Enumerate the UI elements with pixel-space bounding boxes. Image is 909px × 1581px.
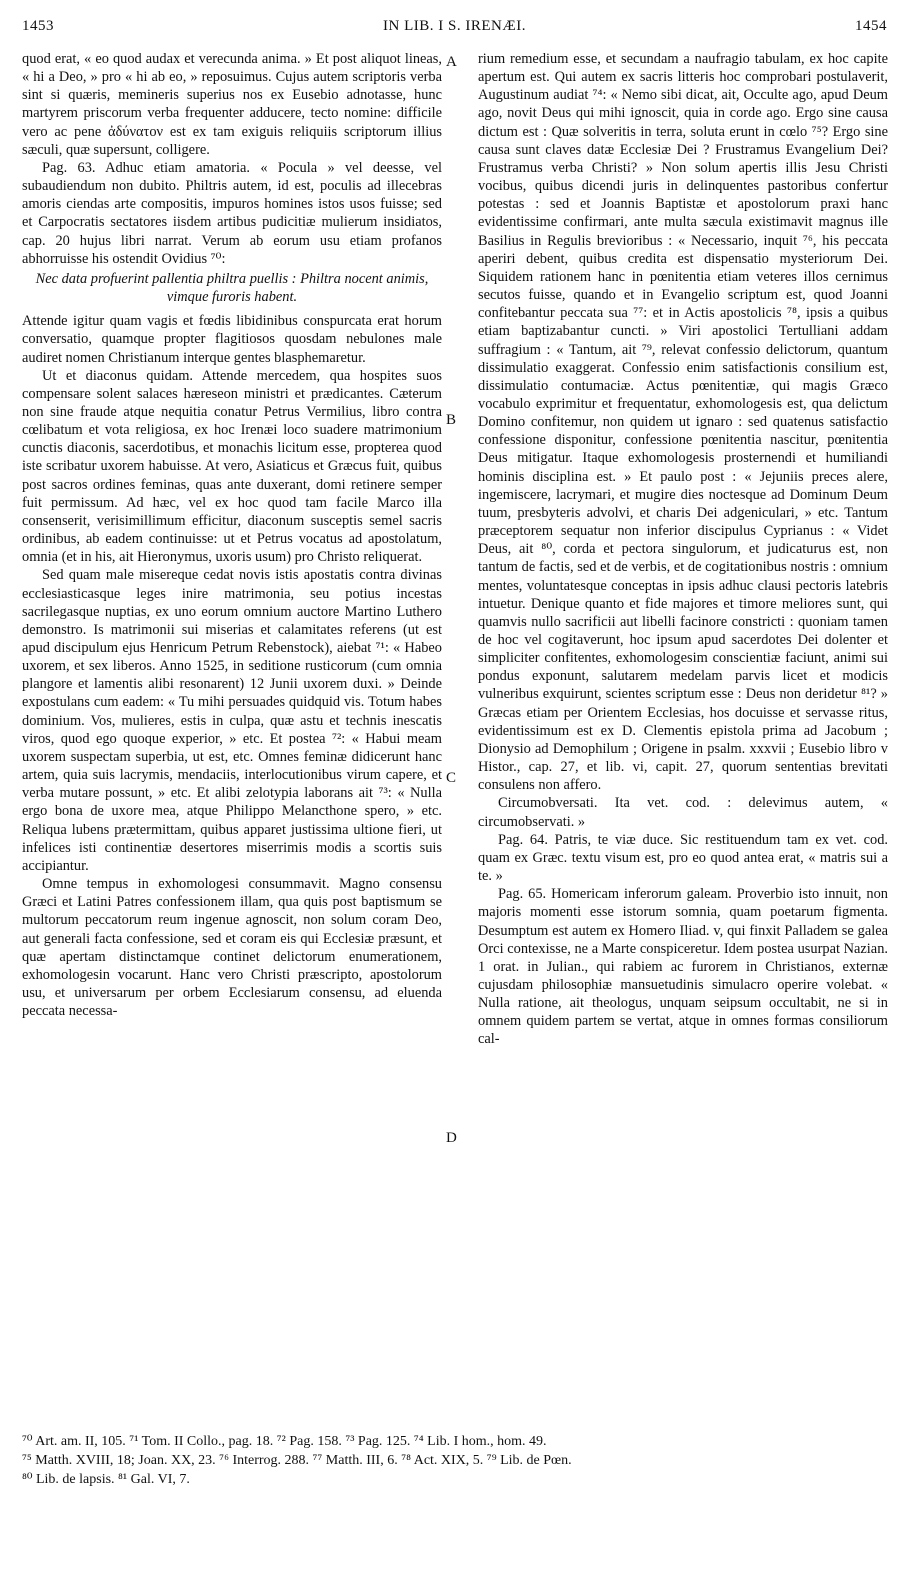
paragraph: Sed quam male misereque cedat novis istis apostatis contra divinas ecclesiasticasque leges inire matrimonia, seu potius incestas sacrilegasque nuptias, ex uno eorum omnium auctore Martino Luthero demonstro. Is matrimonii sui miserias et calamitates referens (ut est apud discipulum ejus Henricum Petrum Rebenstock), aiebat ⁷¹: « Habeo uxorem, et sex liberos. Anno 1525, in seditione rusticorum (cum omnia plangore et lamentis alibi resonarent) 12 Junii uxorem duxi. » Deinde expostulans cum eadem: « Tu mihi persuades quidquid vis. Totum habes dominium. Vos, mulieres, estis in culpa, quæ astu et technis inescatis viros, quod ego quoque experior, » etc. Et postea ⁷²: « Habui meam uxorem suspectam superbia, ut est, etc. Omnes feminæ didicerunt hanc artem, quia suis lacrymis, mendaciis, interlocutionibus virum capere, et verba mutare possunt, » etc. Et alibi zelotypia laborans ait ⁷³: « Nulla ergo bona de uxore mea, atque Philippo Melancthone spero, » etc. Reliqua lubens prætermittam, quibus apparet justissima ultione fieri, ut infelices isti continentiæ desertores miserrimis modis a scortis suis accipiantur. [22,567,442,874]
paragraph: Pag. 63. Adhuc etiam amatoria. « Pocula » vel deesse, vel subaudiendum non dubito. Philtris autem, id est, poculis ad illecebras amoris ciendas arte compositis, impuros homines istos usos fuisse; sed et Carpocratis sectatores iisdem artibus pudicitiæ mulierum insidiatos, cap. 20 hujus libri narrat. Verum ab eorum usu etiam profanos abhorruisse his ostendit Ovidius ⁷⁰: [22,159,442,267]
right-page-number: 1454 [855,18,887,34]
margin-letter-b: B [446,412,457,428]
footnote-line: ⁷⁰ Art. am. II, 105. ⁷¹ Tom. II Collo., pag. 18. ⁷² Pag. 158. ⁷³ Pag. 125. ⁷⁴ Lib. I hom., hom. 49. [22,1434,547,1449]
paragraph: quod erat, « eo quod audax et verecunda anima. » Et post aliquot lineas, « hi a Deo, » pro « hi ab eo, » reposuimus. Cujus autem scriptoris verba sint si quæris, memineris superius nos ex Eusebio adnotasse, hunc martyrem priscorum verba frequenter adducere, tecto nomine: difficile vero ac pene ἀδύνατον est ex tam exiguis reliquiis scriptorum illius sæculi, quæ supersunt, colligere. [22,51,442,158]
paragraph: Ut et diaconus quidam. Attende mercedem, qua hospites suos compensare solent salaces hæreseon ministri et prædicantes. Cæterum non sine fraude atque nequitia conatur Petrus Vermilius, libro contra cœlibatum et vota religiosa, ex hoc Irenæi loco suadere matrimonium cunctis diaconis, sacerdotibus, et monachis licitum esse, propterea quod iste scribatur uxorem habuisse. At vero, Asiaticus et Græcus fuit, quibus post sacros ordines feminas, quas ante duxerant, domi retinere semper fuit permissum. Ad hæc, vel ex hoc quod tam facile Marco illa consenserit, verisimillimum efficitur, diaconum susceptis semel sacris ordinibus, ab eadem continuisse: ut et Petrus vocatus ad apostolatum, omnia (et in his, ait Hieronymus, uxoris usum) pro Christo reliquerat. [22,367,442,566]
verse-quotation: Nec data profuerint pallentia philtra puellis : Philtra nocent animis, vimque furoris habent. [35,270,429,306]
running-title: IN LIB. I S. IRENÆI. [383,18,526,34]
paragraph: Omne tempus in exhomologesi consummavit. Magno consensu Græci et Latini Patres confessionem illam, qua quis post baptismum se multorum peccatorum reum ingenue agnoscit, non solum coram Deo, aut generali facta confessione, sed et coram eis qui Ecclesiæ præsunt, et quæ apertam distinctamque continet delictorum enumerationem, exhomologesin vocarunt. Hanc vero Christi præscripto, apostolorum usu, et universarum per orbem Ecclesiarum consensu, ad eluenda peccata necessa- [22,876,442,1020]
paragraph: Pag. 65. Homericam inferorum galeam. Proverbio isto innuit, non majoris momenti esse istorum somnia, quam poetarum figmenta. Desumptum est autem ex Homero Iliad. v, qui finxit Palladem se galea Orci contexisse, ne a Marte conspiceretur. Idem postea usurpat Nazian. 1 orat. in Julian., qui rabiem ac furorem in Christianos, externæ cujusdam philosophiæ mansuetudinis simulacro operire volebat. « Nulla ratione, ait theologus, unquam seipsum occultabit, ne si in omnem quidem partem se vertat, atque in omnes formas consiliorum cal- [478,886,888,1048]
margin-letter-c: C [446,770,457,786]
right-column [478,50,888,1049]
paragraph: rium remedium esse, et secundam a naufragio tabulam, ex hoc capite apertum est. Qui autem ex sacris litteris hoc comprobari postulaverit, Augustinum audiat ⁷⁴: « Nemo sibi dicat, ait, Occulte ago, apud Deum ago, novit Deus qui mihi ignoscit, quia in corde ago. Ergo sine causa dictum est : Quæ solveritis in terra, soluta erunt in cœlo ⁷⁵? Ergo sine causa sunt claves datæ Ecclesiæ Dei ? Frustramus Evangelium Dei? Frustramus verba Christi? » Non solum apertis illis Jesu Christi vocibus, quibus dicendi juris in delinquentes pastoribus confertur potestas : sed et Joannis Baptistæ et apostolorum praxi hanc evidentissime confirmari, ante multa sæcula existimavit magnus ille Basilius in Regulis brevioribus : « Necessario, inquit ⁷⁶, his peccata aperiri debent, quibus credita est dispensatio mysteriorum Dei. Siquidem rationem hanc in pœnitentia etiam veteres illos cernimus secutos fuisse, quando et in Evangelio scriptum est, quod Joanni confitebantur peccata sua ⁷⁷: et in Actis apostolicis ⁷⁸, ipsis a quibus etiam baptizabantur cuncti. » Viri apostolici Tertulliani addam suffragium : « Tantum, ait ⁷⁹, relevat confessio delictorum, quantum dissimulatio exaggerat. Confessio enim satisfactionis consilium est, dissimulatio contumaciæ. Actus pœnitentiæ, qui magis Græco vocabulo exprimitur et frequentatur, exhomologesis est, qua delictum Domino confitemur, non quidem ut ignaro : sed quatenus satisfactio confessione disponitur, confessione pœnitentia nascitur, pœnitentia Deus mitigatur. Itaque exhomologesis prosternendi et humiliandi hominis disciplina est. » Et paulo post : « Jejuniis preces alere, ingemiscere, lacrymari, et mugire dies noctesque ad Dominum Deum tuum, presbyteris advolvi, et charis Dei adgeniculari, » etc. Tantum præceptorem sequatur non inferior discipulus Cyprianus : « Videt Deus, ait ⁸⁰, corda et pectora singulorum, et judicaturus est, non tantum de factis, sed et de verbis, et de cogitationibus nostris : omnium mentes, voluntatesque conceptas in ipsis adhuc clausi pectoris latebris intuetur. Denique quanto et fide majores et timore meliores sunt, qui quamvis nullo sacrificii aut libelli facinore constricti : quoniam tamen de hoc vel cogitaverunt, hoc ipsum apud sacerdotes Dei dolenter et simpliciter confitentes, exhomologesim conscientiæ faciunt, animi sui pondus exponunt, salutarem medelam parvis licet et modicis vulneribus exquirunt, scientes scriptum esse : Deus non deridetur ⁸¹? » Græcas etiam per Orientem Ecclesias, hos docuisse et servasse ritus, evidentissimum est ex D. Clementis epistola prima ad Jacobum ; Dionysio ad Demophilum ; Origene in psalm. xxxvii ; Eusebio libro v Histor., cap. 27, et lib. vi, capit. 27, quorum sententias brevitati consulens non affero. [478,51,888,794]
footnote-line: ⁸⁰ Lib. de lapsis. ⁸¹ Gal. VI, 7. [22,1472,190,1487]
footnotes [22,1432,888,1489]
running-header [22,18,887,40]
paragraph: Attende igitur quam vagis et fœdis libidinibus conspurcata erat horum conversatio, quamque propter flagitiosos quosdam nebulones male audiret nomen Christianum interque gentes blasphemaretur. [22,313,442,366]
paragraph: Circumobversati. Ita vet. cod. : delevimus autem, « circumobservati. » [478,795,888,830]
margin-letter-d: D [446,1130,457,1146]
left-page-number: 1453 [22,18,54,34]
left-column [22,50,442,1020]
margin-letter-a: A [446,54,457,70]
footnote-line: ⁷⁵ Matth. XVIII, 18; Joan. XX, 23. ⁷⁶ Interrog. 288. ⁷⁷ Matth. III, 6. ⁷⁸ Act. XIX, 5. ⁷⁹ Lib. de Pœn. [22,1453,572,1468]
paragraph: Pag. 64. Patris, te viæ duce. Sic restituendum tam ex vet. cod. quam ex Græc. textu visum est, pro eo quod antea erat, « matris sui a te. » [478,831,888,885]
